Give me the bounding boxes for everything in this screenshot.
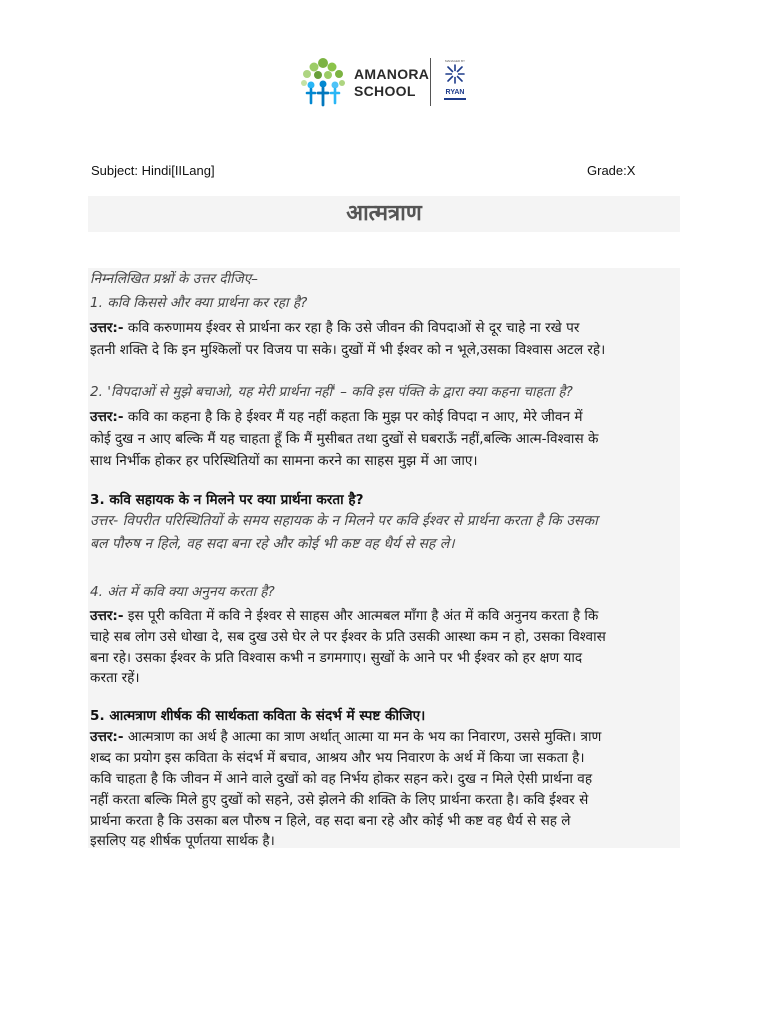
question-1: 1. कवि किससे और क्या प्रार्थना कर रहा है? xyxy=(90,295,308,311)
answer-4-line-1 xyxy=(90,605,598,624)
intro-text: निम्नलिखित प्रश्नों के उत्तर दीजिए– xyxy=(90,271,258,287)
answer-4-line-3: बना रहे। उसका ईश्वर के प्रति विश्वास कभी न डगमगाए। सुखों के आने पर भी ईश्वर को हर क्षण याद xyxy=(90,650,583,666)
logo-divider xyxy=(430,58,431,106)
answer-3-line-1: उत्तर- विपरीत परिस्थितियों के समय सहायक के न मिलने पर कवि ईश्वर से प्रार्थना करता है कि उसका xyxy=(90,513,598,529)
answer-5-line-1 xyxy=(90,726,601,745)
answer-4-line-4: करता रहें। xyxy=(90,670,140,686)
answer-1-line-2: इतनी शक्ति दे कि इन मुश्किलों पर विजय पा सके। दुखों में भी ईश्वर को न भूले,उसका विश्वास अटल रहे। xyxy=(90,342,606,358)
question-3: 3. कवि सहायक के न मिलने पर क्या प्रार्थना करता है? xyxy=(90,492,364,508)
answer-text: कवि करुणामय ईश्वर से प्रार्थना कर रहा है कि उसे जीवन की विपदाओं से दूर चाहे ना रखे पर xyxy=(127,320,580,336)
ryan-logo xyxy=(440,59,470,105)
title-band xyxy=(88,196,680,232)
subject-label: Subject: Hindi[IILang] xyxy=(91,163,215,178)
tree-family-logo-icon xyxy=(298,55,348,107)
answer-text: आत्मत्राण का अर्थ है आत्मा का त्राण अर्थात् आत्मा या मन के भय का निवारण, उससे मुक्ति। त्राण xyxy=(127,729,602,745)
answer-5-line-3: कवि चाहता है कि जीवन में आने वाले दुखों को वह निर्भय होकर सहन करे। दुख न मिले ऐसी प्रार्थना वह xyxy=(90,771,593,787)
qa-content xyxy=(88,268,680,848)
question-5: 5. आत्मत्राण शीर्षक की सार्थकता कविता के संदर्भ में स्पष्ट कीजिए। xyxy=(90,708,426,724)
page-title: आत्मत्राण xyxy=(346,201,422,226)
sunburst-icon xyxy=(440,63,470,85)
answer-label: उत्तर:- xyxy=(90,608,124,624)
grade-label: Grade:X xyxy=(587,163,636,178)
ryan-name: RYAN xyxy=(445,89,465,96)
answer-3-line-2: बल पौरुष न हिले, वह सदा बना रहे और कोई भी कष्ट वह धैर्य से सह ले। xyxy=(90,536,455,552)
school-name-line1: AMANORA xyxy=(354,66,430,82)
school-header xyxy=(298,55,478,111)
answer-2-line-3: साथ निर्भीक होकर हर परिस्थितियों का सामना करने का साहस मुझ में आ जाए। xyxy=(90,453,478,469)
answer-5-line-5: प्रार्थना करता है कि उसका बल पौरुष न हिले, वह सदा बना रहे और कोई भी कष्ट वह धैर्य से सह ले xyxy=(90,813,571,829)
question-4: 4. अंत में कवि क्या अनुनय करता है? xyxy=(90,584,275,600)
question-2: 2. 'विपदाओं से मुझे बचाओ, यह मेरी प्रार्थना नहीं' – कवि इस पंक्ति के द्वारा क्या कहना चाहता है? xyxy=(90,384,573,400)
answer-5-line-4: नहीं करता बल्कि मिले हुए दुखों को सहने, उसे झेलने की शक्ति के लिए प्रार्थना करता है। कवि ईश्वर से xyxy=(90,792,589,808)
ryan-underline xyxy=(444,98,466,100)
answer-2-line-1 xyxy=(90,406,582,425)
managed-by-label: MANAGED BY xyxy=(444,59,465,63)
answer-label: उत्तर:- xyxy=(90,409,124,425)
answer-label: उत्तर:- xyxy=(90,729,124,745)
answer-5-line-2: शब्द का प्रयोग इस कविता के संदर्भ में बचाव, आश्रय और भय निवारण के अर्थ में किया जा सकता है। xyxy=(90,750,585,766)
school-name-line2: SCHOOL xyxy=(354,83,416,99)
answer-text: इस पूरी कविता में कवि ने ईश्वर से साहस और आत्मबल माँगा है अंत में कवि अनुनय करता है कि xyxy=(127,608,599,624)
answer-2-line-2: कोई दुख न आए बल्कि मैं यह चाहता हूँ कि मैं मुसीबत तथा दुखों से घबराऊँ नहीं,बल्कि आत्म-विश्वास के xyxy=(90,431,599,447)
answer-label: उत्तर:- xyxy=(90,320,124,336)
answer-4-line-2: चाहे सब लोग उसे धोखा दे, सब दुख उसे घेर ले पर ईश्वर के प्रति उसकी आस्था कम न हो, उसका विश्वास xyxy=(90,629,606,645)
answer-1-line-1 xyxy=(90,317,579,336)
school-name xyxy=(354,66,429,100)
answer-5-line-6: इसलिए यह शीर्षक पूर्णतया सार्थक है। xyxy=(90,833,275,849)
answer-text: कवि का कहना है कि हे ईश्वर मैं यह नहीं कहता कि मुझ पर कोई विपदा न आए, मेरे जीवन में xyxy=(127,409,583,425)
